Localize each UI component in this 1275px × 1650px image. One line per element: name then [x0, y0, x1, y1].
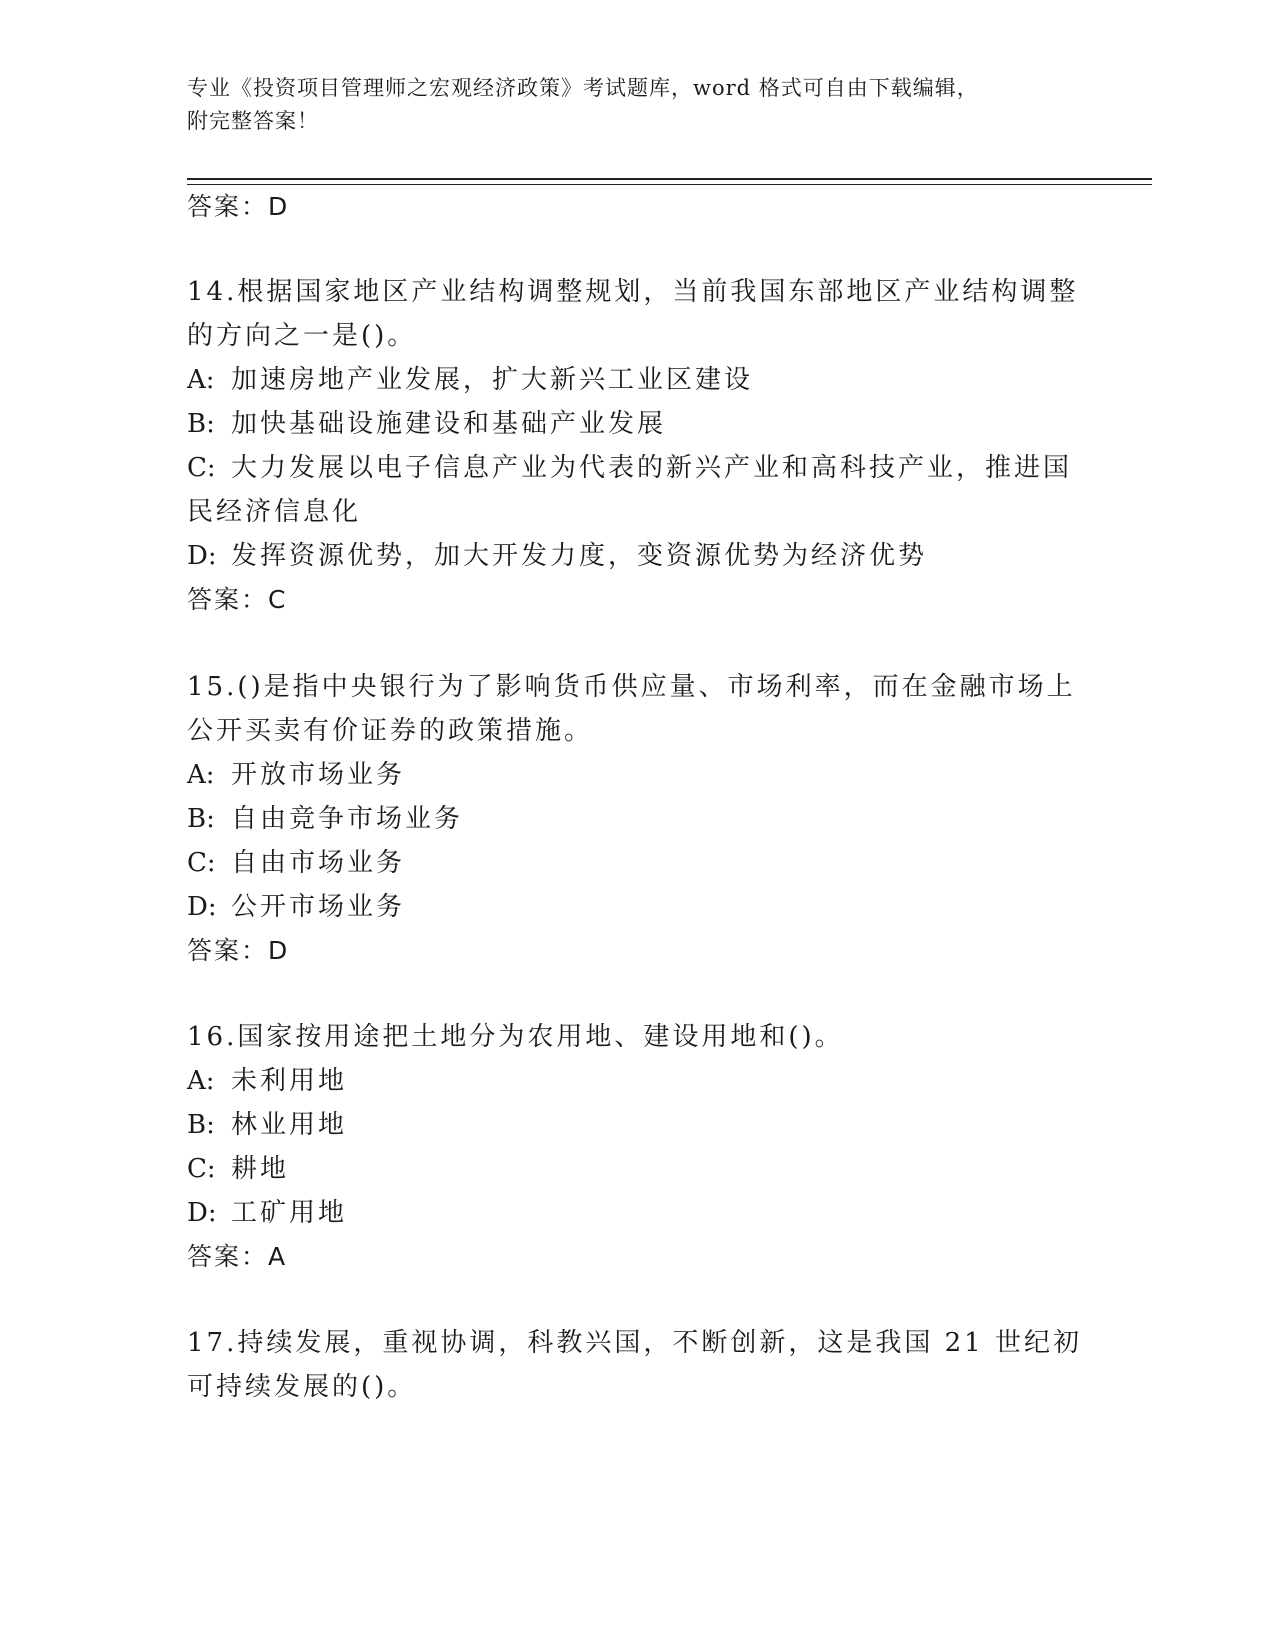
option-text: 发挥资源优势，加大开发力度，变资源优势为经济优势 [231, 541, 928, 571]
question-15-option-b [187, 802, 463, 836]
option-text: 加快基础设施建设和基础产业发展 [231, 409, 667, 439]
option-key: B: [187, 804, 215, 834]
option-text: 林业用地 [231, 1110, 348, 1140]
question-17-stem-line-2: 可持续发展的()。 [187, 1372, 417, 1402]
question-15-option-c [187, 846, 405, 880]
question-16-stem-line-1: 16.国家按用途把土地分为农用地、建设用地和()。 [187, 1022, 844, 1052]
option-text: 工矿用地 [231, 1198, 348, 1228]
question-14-option-b [187, 407, 666, 441]
question-14-option-c-continued: 民经济信息化 [187, 497, 362, 527]
question-15-stem-line-1: 15.()是指中央银行为了影响货币供应量、市场利率，而在金融市场上 [187, 672, 1076, 702]
previous-answer: 答案：D [187, 192, 290, 221]
option-text: 加速房地产业发展，扩大新兴工业区建设 [231, 365, 754, 395]
header-line-2: 附完整答案！ [187, 109, 319, 133]
option-key: A: [187, 365, 215, 395]
question-15-stem-line-2: 公开买卖有价证券的政策措施。 [187, 716, 594, 746]
question-14-option-d [187, 539, 927, 573]
question-16-option-d [187, 1196, 347, 1230]
option-key: A: [187, 1066, 215, 1096]
option-key: D: [187, 892, 217, 922]
option-key: D: [187, 1198, 217, 1228]
option-text: 公开市场业务 [231, 892, 406, 922]
header-line-1: 专业《投资项目管理师之宏观经济政策》考试题库，word 格式可自由下载编辑， [187, 76, 979, 100]
option-key: B: [187, 409, 215, 439]
question-15-option-a [187, 758, 405, 792]
question-14-option-a [187, 363, 753, 397]
option-key: A: [187, 760, 215, 790]
option-key: C: [187, 848, 216, 878]
question-16-option-a [187, 1064, 347, 1098]
option-text: 未利用地 [231, 1066, 348, 1096]
option-key: B: [187, 1110, 215, 1140]
option-key: C: [187, 1154, 216, 1184]
option-text: 耕地 [231, 1154, 290, 1184]
question-16-option-b [187, 1108, 347, 1142]
question-14-answer: 答案：C [187, 585, 288, 614]
header-divider-thin [187, 184, 1152, 185]
header-divider-thick [187, 178, 1152, 180]
question-15-answer: 答案：D [187, 936, 290, 965]
option-text: 开放市场业务 [231, 760, 406, 790]
document-header [187, 72, 1087, 138]
question-14-option-c [187, 451, 1072, 485]
option-text: 大力发展以电子信息产业为代表的新兴产业和高科技产业，推进国 [231, 453, 1073, 483]
option-text: 自由市场业务 [231, 848, 406, 878]
option-text: 自由竞争市场业务 [231, 804, 464, 834]
question-16-option-c [187, 1152, 289, 1186]
question-17-stem-line-1: 17.持续发展，重视协调，科教兴国，不断创新，这是我国 21 世纪初 [187, 1328, 1082, 1358]
question-16-answer: 答案：A [187, 1242, 288, 1271]
option-key: C: [187, 453, 216, 483]
option-key: D: [187, 541, 217, 571]
question-15-option-d [187, 890, 405, 924]
question-14-stem-line-1: 14.根据国家地区产业结构调整规划，当前我国东部地区产业结构调整 [187, 277, 1079, 307]
question-14-stem-line-2: 的方向之一是()。 [187, 321, 417, 351]
